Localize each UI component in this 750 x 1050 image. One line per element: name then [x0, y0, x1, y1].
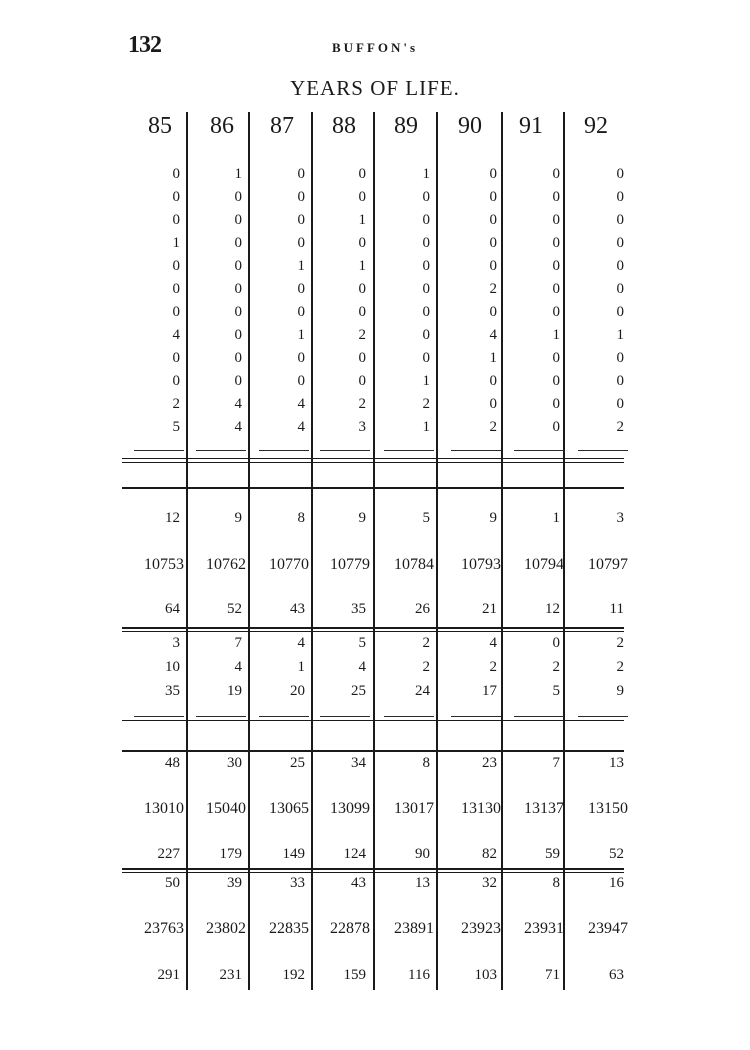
secondary-count: 35: [165, 683, 180, 699]
column-sum: 8: [297, 510, 305, 526]
secondary-count: 24: [415, 683, 430, 699]
sum-line: [320, 716, 370, 717]
death-count-cell: 1: [234, 166, 242, 182]
death-count-cell: 0: [422, 281, 430, 297]
remaining-count: 149: [282, 846, 305, 862]
death-count-cell: 0: [172, 212, 180, 228]
table-title: YEARS OF LIFE.: [290, 76, 460, 100]
remaining-count: 26: [415, 601, 430, 617]
death-count-cell: 4: [234, 419, 242, 435]
cumulative-total: 22835: [269, 920, 309, 937]
death-count-cell: 2: [489, 419, 497, 435]
column-sum: 50: [165, 875, 180, 891]
secondary-count: 0: [552, 635, 560, 651]
horizontal-rule: [122, 872, 624, 873]
year-header: 89: [394, 113, 418, 139]
death-count-cell: 0: [552, 212, 560, 228]
remaining-count: 11: [609, 601, 624, 617]
death-count-cell: 0: [358, 373, 366, 389]
death-count-cell: 0: [172, 304, 180, 320]
year-header: 87: [270, 113, 294, 139]
death-count-cell: 1: [489, 350, 497, 366]
column-sum: 3: [616, 510, 624, 526]
death-count-cell: 0: [616, 373, 624, 389]
remaining-count: 59: [545, 846, 560, 862]
year-header: 90: [458, 113, 482, 139]
cumulative-total: 10793: [461, 556, 501, 573]
death-count-cell: 1: [422, 373, 430, 389]
death-count-cell: 4: [234, 396, 242, 412]
horizontal-rule: [122, 720, 624, 721]
death-count-cell: 0: [172, 281, 180, 297]
death-count-cell: 0: [234, 258, 242, 274]
sum-line: [514, 716, 564, 717]
death-count-cell: 0: [422, 350, 430, 366]
column-sum: 9: [358, 510, 366, 526]
remaining-count: 35: [351, 601, 366, 617]
column-sum: 13: [415, 875, 430, 891]
column-sum: 16: [609, 875, 624, 891]
death-count-cell: 0: [552, 235, 560, 251]
death-count-cell: 3: [358, 419, 366, 435]
cumulative-total: 10779: [330, 556, 370, 573]
horizontal-rule: [122, 458, 624, 459]
death-count-cell: 0: [234, 281, 242, 297]
cumulative-total: 23947: [588, 920, 628, 937]
death-count-cell: 2: [172, 396, 180, 412]
death-count-cell: 4: [297, 396, 305, 412]
death-count-cell: 0: [234, 212, 242, 228]
death-count-cell: 2: [422, 396, 430, 412]
death-count-cell: 1: [358, 258, 366, 274]
column-sum: 8: [422, 755, 430, 771]
remaining-count: 21: [482, 601, 497, 617]
death-count-cell: 0: [489, 304, 497, 320]
secondary-count: 4: [358, 659, 366, 675]
remaining-count: 52: [227, 601, 242, 617]
secondary-count: 2: [616, 635, 624, 651]
death-count-cell: 0: [489, 189, 497, 205]
column-sum: 48: [165, 755, 180, 771]
death-count-cell: 0: [552, 373, 560, 389]
death-count-cell: 0: [297, 350, 305, 366]
secondary-count: 2: [489, 659, 497, 675]
column-sum: 39: [227, 875, 242, 891]
death-count-cell: 0: [489, 235, 497, 251]
death-count-cell: 0: [297, 304, 305, 320]
column-sum: 33: [290, 875, 305, 891]
secondary-count: 19: [227, 683, 242, 699]
death-count-cell: 2: [358, 327, 366, 343]
death-count-cell: 4: [172, 327, 180, 343]
death-count-cell: 1: [297, 258, 305, 274]
secondary-count: 2: [422, 635, 430, 651]
remaining-count: 71: [545, 967, 560, 983]
secondary-count: 1: [297, 659, 305, 675]
cumulative-total: 13017: [394, 800, 434, 817]
death-count-cell: 0: [552, 396, 560, 412]
secondary-count: 17: [482, 683, 497, 699]
secondary-count: 2: [616, 659, 624, 675]
cumulative-total: 10762: [206, 556, 246, 573]
secondary-count: 5: [358, 635, 366, 651]
death-count-cell: 0: [616, 304, 624, 320]
cumulative-total: 22878: [330, 920, 370, 937]
cumulative-total: 10797: [588, 556, 628, 573]
death-count-cell: 0: [172, 350, 180, 366]
death-count-cell: 0: [297, 189, 305, 205]
sum-line: [196, 716, 246, 717]
death-count-cell: 0: [422, 327, 430, 343]
sum-line: [134, 716, 184, 717]
column-sum: 23: [482, 755, 497, 771]
column-sum: 9: [489, 510, 497, 526]
death-count-cell: 1: [616, 327, 624, 343]
death-count-cell: 0: [172, 189, 180, 205]
death-count-cell: 0: [358, 281, 366, 297]
remaining-count: 12: [545, 601, 560, 617]
column-sum: 34: [351, 755, 366, 771]
death-count-cell: 0: [489, 396, 497, 412]
sum-line: [578, 450, 628, 451]
sum-line: [451, 716, 501, 717]
death-count-cell: 0: [297, 281, 305, 297]
death-count-cell: 0: [616, 258, 624, 274]
death-count-cell: 0: [422, 212, 430, 228]
secondary-count: 5: [552, 683, 560, 699]
column-sum: 43: [351, 875, 366, 891]
year-header: 85: [148, 113, 172, 139]
death-count-cell: 0: [552, 350, 560, 366]
secondary-count: 4: [489, 635, 497, 651]
column-sum: 32: [482, 875, 497, 891]
death-count-cell: 2: [358, 396, 366, 412]
sum-line: [259, 716, 309, 717]
death-count-cell: 0: [422, 235, 430, 251]
death-count-cell: 0: [234, 350, 242, 366]
remaining-count: 82: [482, 846, 497, 862]
remaining-count: 43: [290, 601, 305, 617]
remaining-count: 52: [609, 846, 624, 862]
sum-line: [134, 450, 184, 451]
cumulative-total: 13130: [461, 800, 501, 817]
death-count-cell: 0: [234, 235, 242, 251]
death-count-cell: 0: [234, 189, 242, 205]
cumulative-total: 10770: [269, 556, 309, 573]
secondary-count: 2: [552, 659, 560, 675]
death-count-cell: 0: [616, 189, 624, 205]
death-count-cell: 0: [172, 258, 180, 274]
cumulative-total: 13099: [330, 800, 370, 817]
cumulative-total: 10784: [394, 556, 434, 573]
sum-line: [259, 450, 309, 451]
secondary-count: 10: [165, 659, 180, 675]
death-count-cell: 0: [552, 258, 560, 274]
death-count-cell: 0: [489, 258, 497, 274]
remaining-count: 231: [219, 967, 242, 983]
cumulative-total: 13150: [588, 800, 628, 817]
column-sum: 1: [552, 510, 560, 526]
death-count-cell: 0: [297, 166, 305, 182]
remaining-count: 64: [165, 601, 180, 617]
secondary-count: 20: [290, 683, 305, 699]
cumulative-total: 23763: [144, 920, 184, 937]
death-count-cell: 1: [552, 327, 560, 343]
death-count-cell: 0: [297, 373, 305, 389]
death-count-cell: 1: [358, 212, 366, 228]
secondary-count: 9: [616, 683, 624, 699]
secondary-count: 25: [351, 683, 366, 699]
column-sum: 13: [609, 755, 624, 771]
horizontal-rule: [122, 868, 624, 870]
sum-line: [578, 716, 628, 717]
sum-line: [451, 450, 501, 451]
death-count-cell: 0: [616, 396, 624, 412]
horizontal-rule: [122, 631, 624, 632]
column-sum: 12: [165, 510, 180, 526]
death-count-cell: 0: [552, 166, 560, 182]
sum-line: [514, 450, 564, 451]
death-count-cell: 0: [489, 212, 497, 228]
cumulative-total: 23802: [206, 920, 246, 937]
horizontal-rule: [122, 627, 624, 629]
death-count-cell: 2: [489, 281, 497, 297]
remaining-count: 192: [282, 967, 305, 983]
death-count-cell: 1: [422, 166, 430, 182]
column-sum: 25: [290, 755, 305, 771]
remaining-count: 159: [343, 967, 366, 983]
sum-line: [196, 450, 246, 451]
year-header: 88: [332, 113, 356, 139]
cumulative-total: 23891: [394, 920, 434, 937]
death-count-cell: 1: [422, 419, 430, 435]
page-number: 132: [128, 32, 161, 58]
death-count-cell: 0: [552, 189, 560, 205]
death-count-cell: 5: [172, 419, 180, 435]
cumulative-total: 23923: [461, 920, 501, 937]
death-count-cell: 0: [616, 212, 624, 228]
secondary-count: 7: [234, 635, 242, 651]
sum-line: [320, 450, 370, 451]
death-count-cell: 0: [358, 235, 366, 251]
death-count-cell: 0: [234, 373, 242, 389]
death-count-cell: 0: [172, 166, 180, 182]
death-count-cell: 0: [422, 189, 430, 205]
horizontal-rule: [122, 462, 624, 463]
remaining-count: 90: [415, 846, 430, 862]
death-count-cell: 0: [297, 235, 305, 251]
death-count-cell: 0: [552, 304, 560, 320]
remaining-count: 179: [219, 846, 242, 862]
column-sum: 7: [552, 755, 560, 771]
death-count-cell: 0: [422, 258, 430, 274]
sum-line: [384, 716, 434, 717]
cumulative-total: 23931: [524, 920, 564, 937]
death-count-cell: 2: [616, 419, 624, 435]
secondary-count: 3: [172, 635, 180, 651]
cumulative-total: 13065: [269, 800, 309, 817]
death-count-cell: 0: [297, 212, 305, 228]
column-sum: 9: [234, 510, 242, 526]
column-sum: 5: [422, 510, 430, 526]
remaining-count: 291: [157, 967, 180, 983]
remaining-count: 227: [157, 846, 180, 862]
remaining-count: 124: [343, 846, 366, 862]
death-count-cell: 0: [552, 419, 560, 435]
death-count-cell: 4: [297, 419, 305, 435]
death-count-cell: 1: [172, 235, 180, 251]
cumulative-total: 13010: [144, 800, 184, 817]
death-count-cell: 1: [297, 327, 305, 343]
death-count-cell: 0: [358, 304, 366, 320]
death-count-cell: 0: [172, 373, 180, 389]
cumulative-total: 13137: [524, 800, 564, 817]
cumulative-total: 10753: [144, 556, 184, 573]
sum-line: [384, 450, 434, 451]
death-count-cell: 0: [422, 304, 430, 320]
year-header: 92: [584, 113, 608, 139]
cumulative-total: 10794: [524, 556, 564, 573]
death-count-cell: 0: [234, 304, 242, 320]
death-count-cell: 0: [489, 166, 497, 182]
death-count-cell: 0: [358, 350, 366, 366]
secondary-count: 2: [422, 659, 430, 675]
year-header: 86: [210, 113, 234, 139]
remaining-count: 103: [474, 967, 497, 983]
death-count-cell: 0: [489, 373, 497, 389]
horizontal-rule: [122, 487, 624, 489]
death-count-cell: 0: [552, 281, 560, 297]
death-count-cell: 0: [616, 235, 624, 251]
death-count-cell: 0: [616, 166, 624, 182]
death-count-cell: 0: [234, 327, 242, 343]
secondary-count: 4: [297, 635, 305, 651]
death-count-cell: 0: [358, 166, 366, 182]
remaining-count: 116: [408, 967, 430, 983]
death-count-cell: 4: [489, 327, 497, 343]
secondary-count: 4: [234, 659, 242, 675]
column-sum: 30: [227, 755, 242, 771]
year-header: 91: [519, 113, 543, 139]
death-count-cell: 0: [358, 189, 366, 205]
running-head: BUFFON's: [331, 40, 419, 55]
death-count-cell: 0: [616, 350, 624, 366]
remaining-count: 63: [609, 967, 624, 983]
death-count-cell: 0: [616, 281, 624, 297]
cumulative-total: 15040: [206, 800, 246, 817]
horizontal-rule: [122, 750, 624, 752]
column-sum: 8: [552, 875, 560, 891]
